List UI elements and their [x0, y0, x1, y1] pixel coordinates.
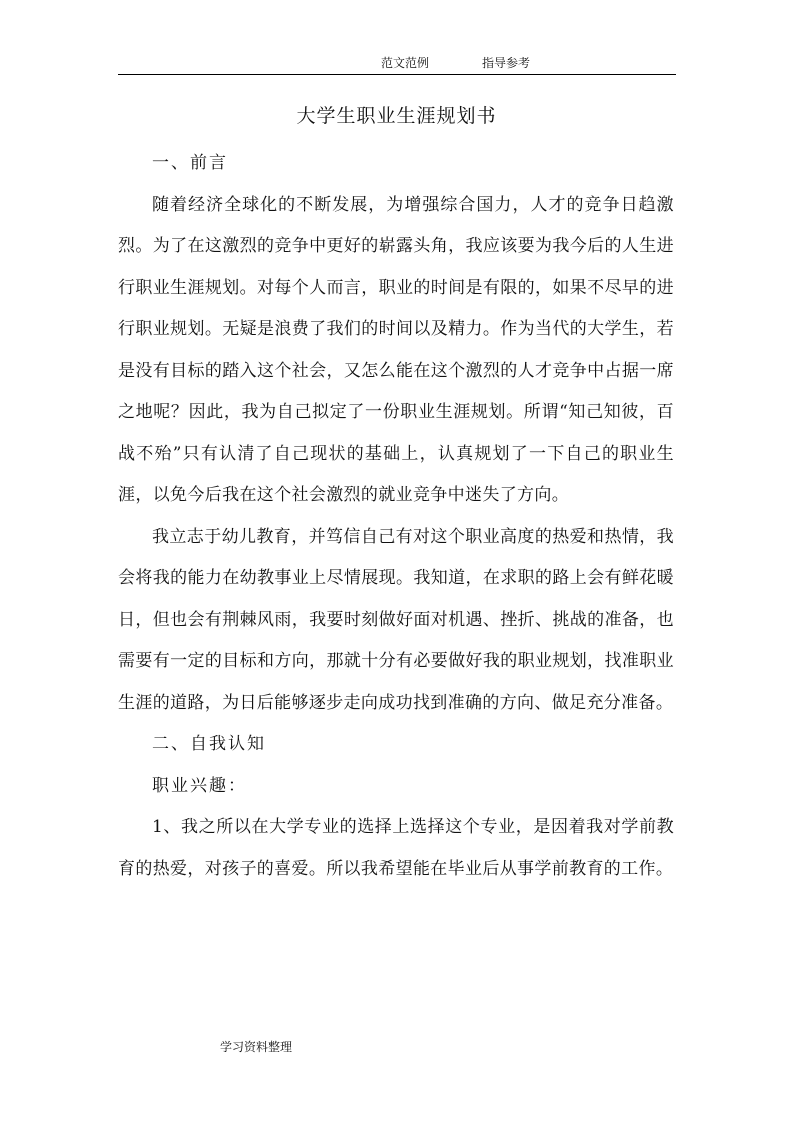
- document-title: 大学生职业生涯规划书: [296, 105, 497, 127]
- header-left-label: 范文范例: [381, 56, 430, 70]
- document-body: [118, 143, 674, 890]
- section-heading-self-awareness: 二、自我认知: [152, 734, 266, 754]
- subheading-career-interest: 职业兴趣：: [152, 775, 247, 796]
- page-footer: 学习资料整理: [220, 1040, 293, 1054]
- paragraph: 我立志于幼儿教育，并笃信自己有对这个职业高度的热爱和热情，我会将我的能力在幼教事业上尽情展现。我知道，在求职的路上会有鲜花暖日，但也会有荆棘风雨，我要时刻做好面对机遇、挫折、挑战的准备，也需要有一定的目标和方向，那就十分有必要做好我的职业规划，找准职业生涯的道路，为日后能够逐步走向成功找到准确的方向、做足充分准备。: [118, 526, 674, 713]
- section-heading-preface: 一、前言: [152, 153, 228, 173]
- page-header: [118, 56, 676, 75]
- paragraph: 1、我之所以在大学专业的选择上选择这个专业，是因着我对学前教育的热爱，对孩子的喜爱。所以我希望能在毕业后从事学前教育的工作。: [118, 817, 674, 879]
- paragraph: 随着经济全球化的不断发展，为增强综合国力，人才的竞争日趋激烈。为了在这激烈的竞争中更好的崭露头角，我应该要为我今后的人生进行职业生涯规划。对每个人而言，职业的时间是有限的，如果不尽早的进行职业规划。无疑是浪费了我们的时间以及精力。作为当代的大学生，若是没有目标的踏入这个社会，又怎么能在这个激烈的人才竞争中占据一席之地呢？因此，我为自己拟定了一份职业生涯规划。所谓“知己知彼，百战不殆”只有认清了自己现状的基础上，认真规划了一下自己的职业生涯，以免今后我在这个社会激烈的就业竞争中迷失了方向。: [118, 194, 674, 505]
- header-right-label: 指导参考: [482, 56, 531, 70]
